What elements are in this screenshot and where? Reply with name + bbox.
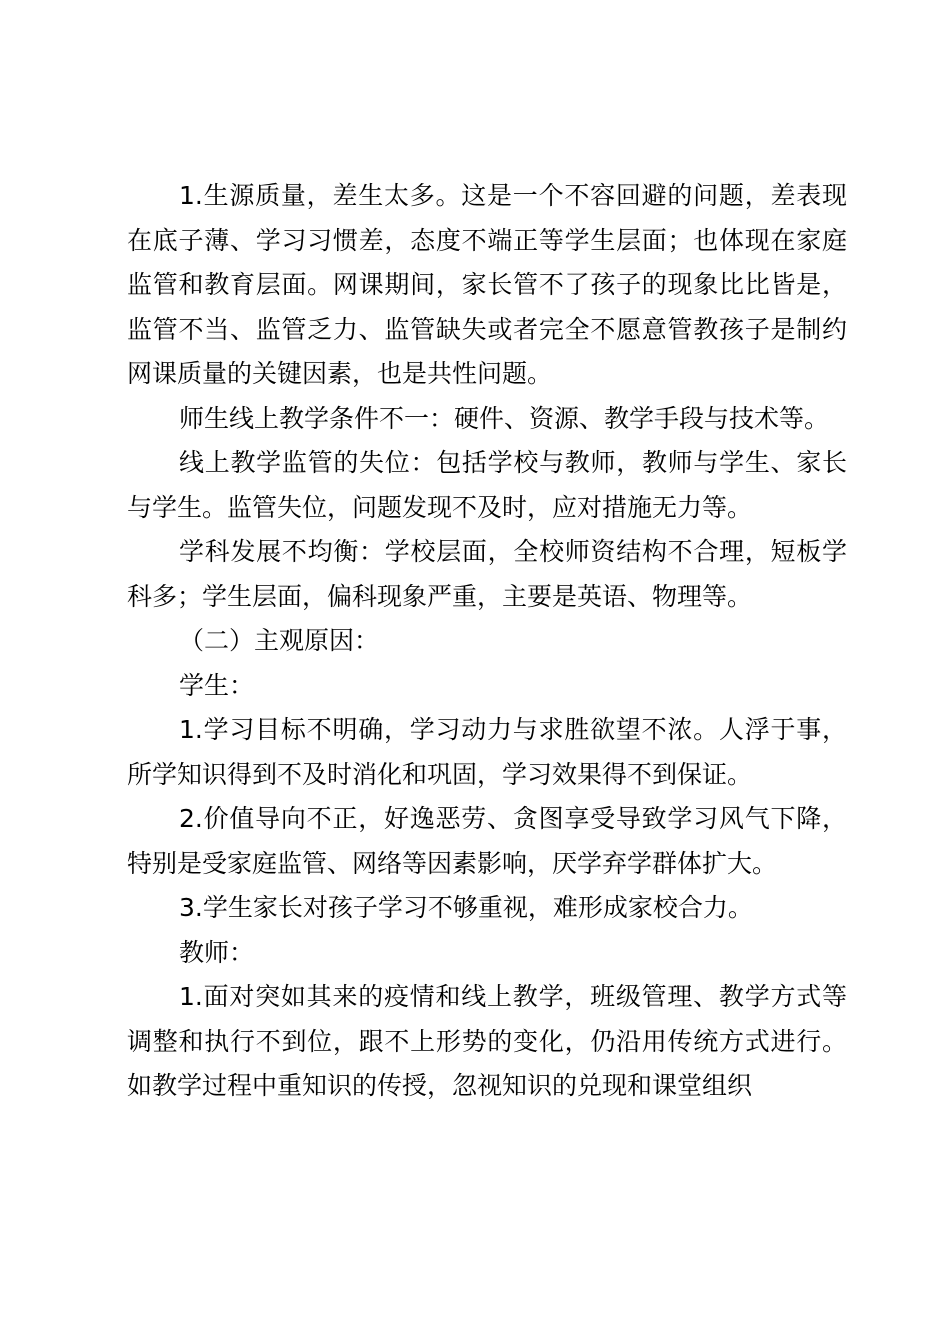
paragraph-teaching-conditions: 师生线上教学条件不一：硬件、资源、教学手段与技术等。 — [179, 403, 830, 433]
paragraph-teacher-adjustment: 1.面对突如其来的疫情和线上教学，班级管理、教学方式等调整和执行不到位，跟不上形势的变化，仍沿用传统方式进行。如教学过程中重知识的传授，忽视知识的兑现和课堂组织 — [127, 982, 847, 1100]
paragraph-subject-imbalance: 学科发展不均衡：学校层面，全校师资结构不合理，短板学科多；学生层面，偏科现象严重，主要是英语、物理等。 — [127, 537, 847, 611]
paragraph-student-source-quality: 1.生源质量，差生太多。这是一个不容回避的问题，差表现在底子薄、学习习惯差，态度不端正等学生层面；也体现在家庭监管和教育层面。网课期间，家长管不了孩子的现象比比皆是，监管不当、监管乏力、监管缺失或者完全不愿意管教孩子是制约网课质量的关键因素，也是共性问题。 — [127, 181, 847, 388]
paragraph-student-values: 2.价值导向不正，好逸恶劳、贪图享受导致学习风气下降，特别是受家庭监管、网络等因素影响，厌学弃学群体扩大。 — [127, 804, 847, 878]
paragraph-parent-attention: 3.学生家长对孩子学习不够重视，难形成家校合力。 — [179, 893, 753, 922]
section-heading-subjective-causes: （二）主观原因： — [179, 626, 380, 655]
subheading-students: 学生： — [179, 670, 255, 700]
subheading-teachers: 教师： — [179, 937, 255, 967]
document-body — [127, 174, 847, 1109]
paragraph-supervision-failure: 线上教学监管的失位：包括学校与教师，教师与学生、家长与学生。监管失位，问题发现不及时，应对措施无力等。 — [127, 448, 847, 522]
paragraph-student-goals: 1.学习目标不明确，学习动力与求胜欲望不浓。人浮于事，所学知识得到不及时消化和巩固，学习效果得不到保证。 — [127, 715, 847, 789]
